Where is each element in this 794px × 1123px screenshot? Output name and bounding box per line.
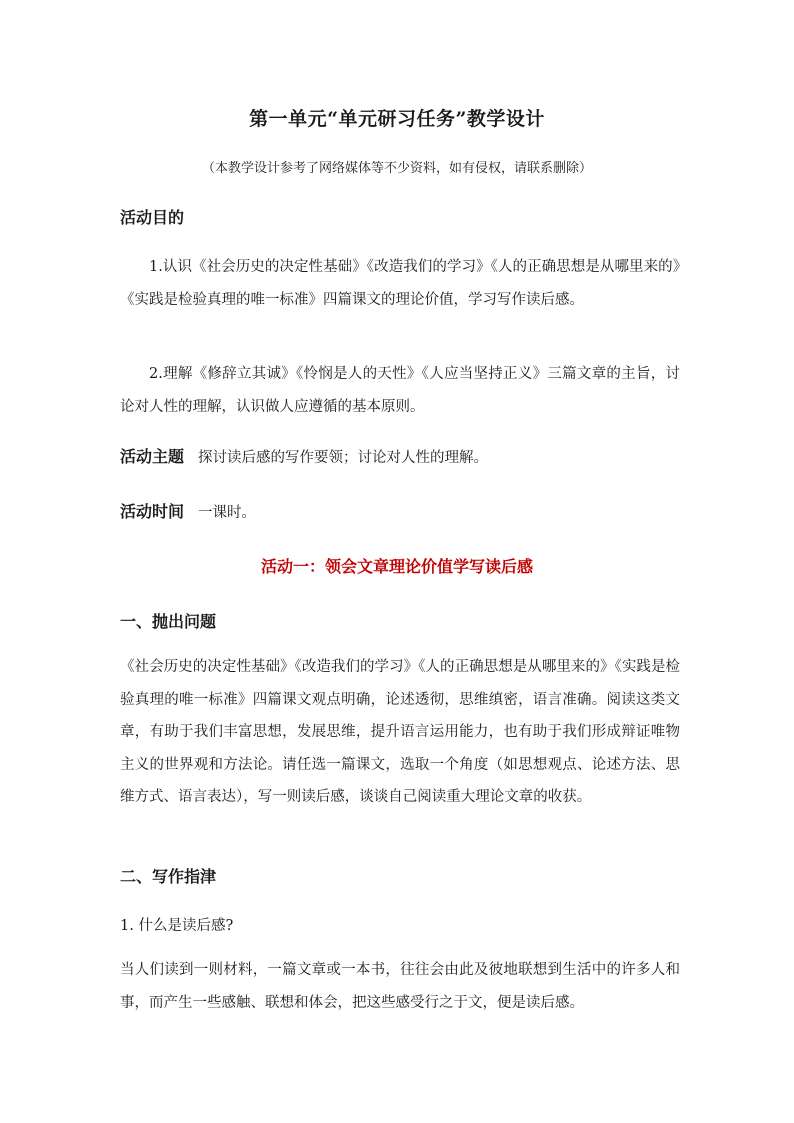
section-one-text: 《社会历史的决定性基础》《改造我们的学习》《人的正确思想是从哪里来的》《实践是检验真理的唯一标准》四篇课文观点明确，论述透彻，思维缜密，语言准确。阅读这类文章，有助于我们丰富思想，发展思维，提升语言运用能力，也有助于我们形成辩证唯物主义的世界观和方法论。请任选一篇课文，选取一个角度（如思想观点、论述方法、思维方式、语言表达），写一则读后感，谈谈自己阅读重大理论文章的收获。: [120, 659, 680, 805]
question-one: 1. 什么是读后感?: [120, 918, 234, 934]
activity-one-title: 活动一：领会文章理论价值学写读后感: [260, 557, 533, 576]
activity-theme-row: [120, 444, 680, 467]
activity-theme-value: 探讨读后感的写作要领；讨论对人性的理解。: [198, 450, 489, 466]
document-title: 第一单元“单元研习任务”教学设计: [249, 108, 545, 130]
objective-heading: 活动目的: [120, 208, 185, 227]
section-two-heading: 二、写作指津: [120, 867, 217, 886]
question-one-text: 当人们读到一则材料，一篇文章或一本书，往往会由此及彼地联想到生活中的许多人和事，而产生一些感触、联想和体会，把这些感受行之于文，便是读后感。: [120, 962, 680, 1011]
activity-time-value: 一课时。: [198, 505, 257, 521]
activity-time-label: 活动时间: [120, 502, 185, 521]
activity-theme-label: 活动主题: [120, 447, 185, 466]
objective-item-1: 1.认识《社会历史的决定性基础》《改造我们的学习》《人的正确思想是从哪里来的》《实践是检验真理的唯一标准》四篇课文的理论价值，学习写作读后感。: [120, 259, 680, 308]
section-one-heading: 一、抛出问题: [120, 612, 217, 631]
document-subtitle: （本教学设计参考了网络媒体等不少资料，如有侵权，请联系删除）: [201, 161, 592, 176]
activity-time-row: [120, 499, 680, 522]
objective-item-2: 2.理解《修辞立其诚》《怜悯是人的天性》《人应当坚持正义》三篇文章的主旨，讨论对人性的理解，认识做人应遵循的基本原则。: [120, 366, 680, 415]
